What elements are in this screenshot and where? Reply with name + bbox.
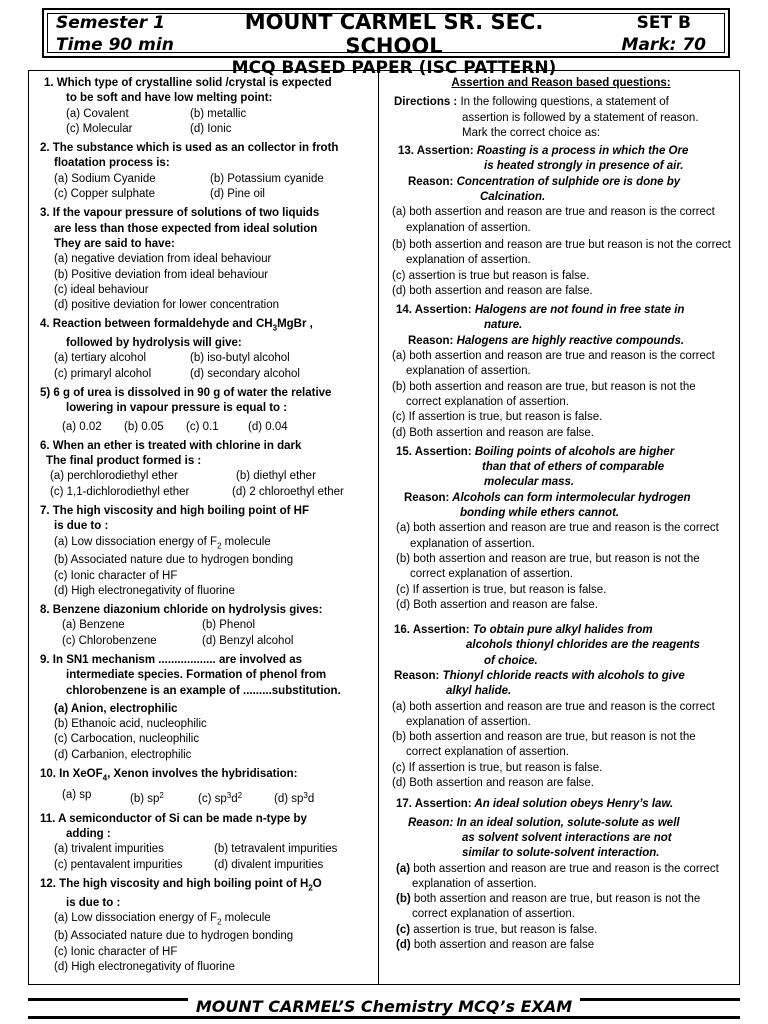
option-c: (c) 0.1 bbox=[186, 420, 219, 433]
option-c: (c) Chlorobenzene bbox=[62, 634, 157, 647]
option-b: (b) Associated nature due to hydrogen bonding bbox=[54, 930, 294, 943]
question-text: 12. The high viscosity and high boiling point of $H_2O$ bbox=[40, 877, 322, 893]
question-text: 5) 6 g of urea is dissolved in 90 g of water the relative bbox=[40, 386, 332, 399]
option-b: (b) tetravalent impurities bbox=[214, 843, 338, 856]
option-a: (a) both assertion and reason are true and reason is the correct explanation of assertion. bbox=[396, 522, 719, 550]
option-c: (c) assertion is true but reason is false. bbox=[392, 269, 590, 282]
question-2 bbox=[32, 141, 374, 202]
semester-label: Semester 1 bbox=[56, 13, 165, 33]
option-a: (a) Low dissociation energy of $F_2$ molecule bbox=[54, 535, 271, 550]
question-4 bbox=[32, 317, 374, 381]
option-b: (b) iso-butyl alcohol bbox=[190, 352, 290, 365]
header-left bbox=[56, 12, 174, 56]
question-text: intermediate species. Formation of phenol from bbox=[66, 669, 327, 682]
question-text: 7. The high viscosity and high boiling point of HF bbox=[40, 505, 309, 518]
option-a: (a) both assertion and reason are true and reason is the correct explanation of assertion. bbox=[392, 700, 715, 728]
directions: Directions : In the following questions, a statement of assertion is followed by a statement of reason. Mark the correct choice as: bbox=[394, 96, 699, 139]
option-d: (d) Ionic bbox=[190, 122, 232, 135]
option-b: (b) Positive deviation from ideal behaviour bbox=[54, 268, 269, 281]
option-b: (b) both assertion and reason are true, but reason is not the correct explanation of assertion. bbox=[396, 552, 700, 581]
option-a: (a) Anion, electrophilic bbox=[54, 702, 178, 715]
question-6 bbox=[32, 439, 374, 500]
option-d: (d) Both assertion and reason are false. bbox=[396, 598, 599, 611]
question-text: 11. A semiconductor of Si can be made n-type by bbox=[40, 812, 307, 825]
option-d: (d) positive deviation for lower concentration bbox=[54, 299, 280, 312]
question-text: floatation process is: bbox=[54, 157, 170, 170]
question-8 bbox=[32, 603, 374, 649]
option-a: (a) Benzene bbox=[62, 619, 125, 632]
option-c: (c) If assertion is true, but reason is false. bbox=[392, 761, 603, 774]
option-c: (c) ideal behaviour bbox=[54, 283, 149, 296]
option-b: (b) Potassium cyanide bbox=[210, 172, 324, 185]
question-text: lowering in vapour pressure is equal to : bbox=[66, 402, 288, 415]
question-10 bbox=[32, 767, 374, 808]
question-text: They are said to have: bbox=[54, 237, 175, 250]
question-11 bbox=[32, 812, 374, 873]
footer bbox=[28, 994, 740, 1018]
option-d: (d) Benzyl alcohol bbox=[202, 634, 294, 647]
footer-title: MOUNT CARMEL’S Chemistry MCQ’s EXAM bbox=[28, 997, 740, 1017]
option-d: (d) divalent impurities bbox=[214, 858, 324, 871]
option-a: (a) Low dissociation energy of $F_2$ molecule bbox=[54, 911, 271, 927]
option-d: (d) secondary alcohol bbox=[190, 367, 300, 380]
question-text: are less than those expected from ideal solution bbox=[54, 222, 318, 235]
question-text: The final product formed is : bbox=[46, 455, 202, 468]
question-15: 15. Assertion: Boiling points of alcohols are higher than that of ethers of comparable molecular mass. Reason: Alcohols can form intermolecular hydrogen bonding while ethers cannot. (a) both assertion and reason are true and reason is the correct explanation of assertion. (b) both assertion and reason are true, but reason is not the correct explanation of assertion. (c) If assertion is true, but reason is false. (d) Both assertion and reason are false. bbox=[386, 445, 736, 613]
header-center bbox=[194, 10, 594, 79]
option-b: (b) 0.05 bbox=[124, 420, 164, 433]
question-14: 14. Assertion: Halogens are not found in free state in nature. Reason: Halogens are highly reactive compounds. (a) both assertion and reason are true and reason is the correct explanation of assertion. (b) both assertion and reason are true, but reason is not the correct explanation of assertion. (c) If assertion is true, but reason is false. (d) Both assertion and reason are false. bbox=[386, 303, 736, 441]
option-c: (c) Molecular bbox=[66, 122, 133, 135]
option-b: (b) both assertion and reason are true, but reason is not the correct explanation of assertion. bbox=[392, 731, 696, 759]
question-text: is due to : bbox=[54, 520, 109, 533]
option-c: (c) If assertion is true, but reason is false. bbox=[392, 411, 603, 424]
header-box bbox=[42, 8, 730, 78]
option-b: (b) $sp^2$ bbox=[130, 790, 164, 806]
question-3 bbox=[32, 206, 374, 313]
option-d: (d) 2 chloroethyl ether bbox=[232, 485, 344, 498]
option-d: (d) $sp^3d$ bbox=[274, 790, 315, 806]
question-text: 6. When an ether is treated with chlorine in dark bbox=[40, 439, 302, 452]
option-c: (c) primaryl alcohol bbox=[54, 367, 152, 380]
school-name: MOUNT CARMEL SR. SEC. SCHOOL bbox=[244, 10, 544, 58]
option-d: (d) both assertion and reason are false bbox=[396, 939, 595, 952]
option-b: (b) Phenol bbox=[202, 619, 256, 632]
right-column bbox=[386, 76, 736, 957]
option-d: (d) High electronegativity of fluorine bbox=[54, 961, 235, 974]
option-c: (c) $sp^3d^2$ bbox=[198, 790, 243, 806]
option-b: (b) Associated nature due to hydrogen bonding bbox=[54, 554, 294, 567]
option-d: (d) Both assertion and reason are false. bbox=[392, 426, 595, 439]
question-1 bbox=[32, 76, 374, 137]
option-a: (a) both assertion and reason are true and reason is the correct explanation of assertion. bbox=[392, 350, 715, 378]
paper-title: MCQ BASED PAPER (ISC PATTERN) bbox=[231, 58, 557, 78]
option-a: (a) Covalent bbox=[66, 107, 129, 120]
option-c: (c) assertion is true, but reason is false. bbox=[396, 923, 598, 936]
option-d: (d) Pine oil bbox=[210, 188, 265, 201]
option-c: (c) pentavalent impurities bbox=[54, 858, 183, 871]
question-9 bbox=[32, 653, 374, 763]
option-a: (a) tertiary alcohol bbox=[54, 352, 147, 365]
set-label: SET B bbox=[636, 13, 691, 33]
option-a: (a) trivalent impurities bbox=[54, 843, 164, 856]
question-12 bbox=[32, 877, 374, 975]
question-text: is due to : bbox=[66, 896, 121, 909]
question-16: 16. Assertion: To obtain pure alkyl halides from alcohols thionyl chlorides are the reagents of choice. Reason: Thionyl chloride reacts with alcohols to give alkyl halide. (a) both assertion and reason are true and reason is the correct explanation of assertion. (b) both assertion and reason are true, but reason is not the correct explanation of assertion. (c) If assertion is true, but reason is false. (d) Both assertion and reason are false. bbox=[386, 623, 736, 791]
question-13: 13. Assertion: Roasting is a process in which the Ore is heated strongly in presence of air. Reason: Concentration of sulphide ore is done by Calcination. (a) both assertion and reason are true and reason is the correct explanation of assertion. (b) both assertion and reason are true but reason is not the correct explanation of assertion. (c) assertion is true but reason is false. (d) both assertion and reason are false. bbox=[386, 144, 736, 299]
question-text: to be soft and have low melting point: bbox=[66, 92, 273, 105]
option-b: (b) both assertion and reason are true, but reason is not the correct explanation of assertion. bbox=[392, 380, 696, 408]
column-divider bbox=[378, 70, 379, 985]
option-a: (a) both assertion and reason are true and reason is the correct explanation of assertion. bbox=[392, 206, 715, 234]
question-text: 4. Reaction between formaldehyde and $CH_3MgBr$ , bbox=[40, 318, 313, 333]
option-b: (b) diethyl ether bbox=[236, 470, 316, 483]
option-d: (d) Both assertion and reason are false. bbox=[392, 777, 595, 790]
question-7 bbox=[32, 504, 374, 599]
option-d: (d) 0.04 bbox=[248, 420, 288, 433]
marks-label: Mark: 70 bbox=[621, 35, 706, 55]
section-title: Assertion and Reason based questions: bbox=[451, 77, 671, 89]
option-c: (c) Carbocation, nucleophilic bbox=[54, 733, 200, 746]
option-a: (a) perchlorodiethyl ether bbox=[50, 470, 178, 483]
question-text: 1. Which type of crystalline solid /crystal is expected bbox=[44, 77, 332, 89]
option-c: (c) Copper sulphate bbox=[54, 188, 155, 201]
time-label: Time 90 min bbox=[56, 35, 174, 55]
option-d: (d) Carbanion, electrophilic bbox=[54, 748, 192, 761]
option-b: (b) Ethanoic acid, nucleophilic bbox=[54, 718, 207, 731]
option-a: (a) negative deviation from ideal behaviour bbox=[54, 253, 272, 266]
option-c: (c) Ionic character of HF bbox=[54, 569, 178, 582]
header-right bbox=[622, 12, 706, 56]
question-17: 17. Assertion: An ideal solution obeys Henry’s law. Reason: In an ideal solution, solute-solute as well as solvent solvent interactions are not similar to solute-solvent interaction. (a) both assertion and reason are true and reason is the correct explanation of assertion. (b) both assertion and reason are true, but reason is not the correct explanation of assertion. (c) assertion is true, but reason is false. (d) both assertion and reason are false bbox=[386, 797, 736, 953]
question-text: 8. Benzene diazonium chloride on hydrolysis gives: bbox=[40, 604, 323, 617]
option-a: (a) sp bbox=[62, 788, 92, 801]
option-a: (a) both assertion and reason are true and reason is the correct explanation of assertion. bbox=[396, 862, 719, 890]
option-a: (a) Sodium Cyanide bbox=[54, 172, 156, 185]
option-b: (b) both assertion and reason are true, but reason is not the correct explanation of assertion. bbox=[396, 893, 701, 921]
option-c: (c) Ionic character of HF bbox=[54, 945, 178, 958]
question-text: 10. In XeOF$_4$, Xenon involves the hybridisation: bbox=[40, 768, 298, 783]
question-text: 9. In SN1 mechanism .................. are involved as bbox=[40, 653, 303, 666]
question-text: followed by hydrolysis will give: bbox=[66, 337, 242, 350]
question-text: chlorobenzene is an example of .........substitution. bbox=[66, 684, 341, 697]
option-c: (c) If assertion is true, but reason is false. bbox=[396, 583, 607, 596]
question-text: adding : bbox=[66, 828, 111, 841]
question-text: 3. If the vapour pressure of solutions of two liquids bbox=[40, 207, 320, 220]
option-d: (d) High electronegativity of fluorine bbox=[54, 584, 235, 597]
question-5 bbox=[32, 386, 374, 435]
option-b: (b) both assertion and reason are true but reason is not the correct explanation of assertion. bbox=[392, 238, 731, 267]
option-c: (c) 1,1-dichlorodiethyl ether bbox=[50, 485, 190, 498]
left-column bbox=[32, 76, 374, 979]
question-text: 2. The substance which is used as an collector in froth bbox=[40, 142, 339, 155]
option-a: (a) 0.02 bbox=[62, 420, 102, 433]
option-b: (b) metallic bbox=[190, 107, 247, 120]
option-d: (d) both assertion and reason are false. bbox=[392, 284, 593, 297]
